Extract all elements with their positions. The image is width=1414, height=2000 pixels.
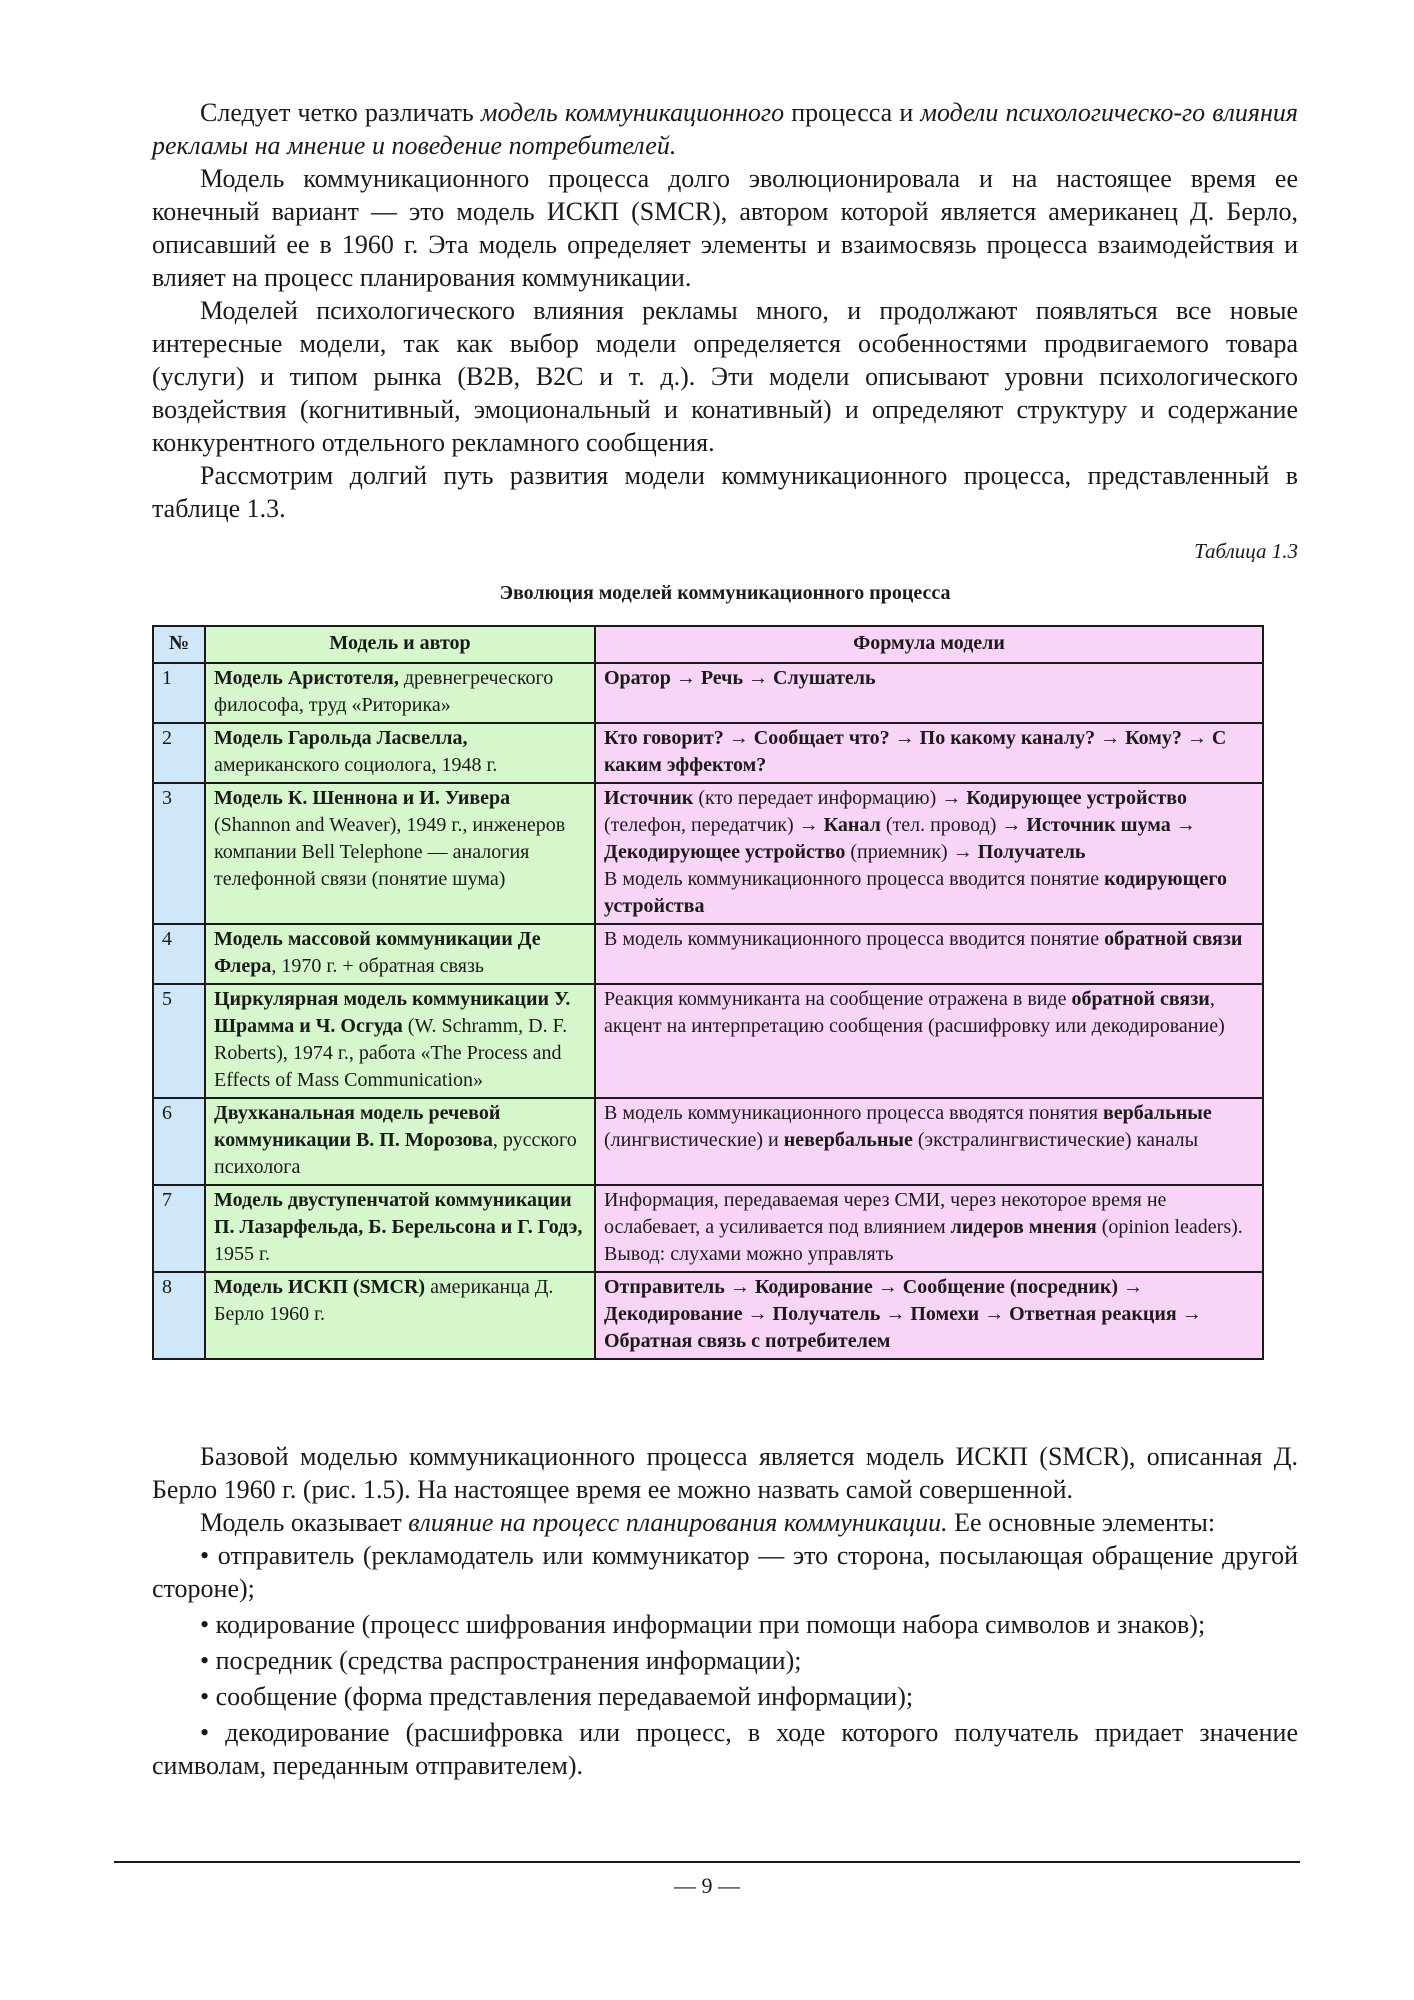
header-num: № (153, 626, 205, 663)
row-number: 5 (153, 984, 205, 1098)
bullet-item: • сообщение (форма представления передаваемой информации); (200, 1682, 914, 1711)
paragraph-4: Рассмотрим долгий путь развития модели коммуникационного процесса, представленный в таблице 1.3. (152, 461, 1298, 523)
table-row (153, 783, 1263, 924)
paragraph-1: Следует четко различать модель коммуникационного процесса и модели психологическо-го влияния рекламы на мнение и поведение потребителей. (152, 98, 1298, 160)
paragraph-2: Модель коммуникационного процесса долго эволюционировала и на настоящее время ее конечный вариант — это модель ИСКП (SMCR), автором которой является американец Д. Берло, описавший ее в 1960 г. Эта модель определяет элементы и взаимосвязь процесса взаимодействия и влияет на процесс планирования коммуникации. (152, 164, 1298, 292)
table-row (153, 1185, 1263, 1272)
row-number: 4 (153, 924, 205, 984)
table-row (153, 924, 1263, 984)
row-model: Модель Аристотеля, древнегреческого философа, труд «Риторика» (205, 663, 595, 723)
evolution-table (152, 625, 1264, 1360)
page-number: — 9 — (674, 1873, 740, 1898)
intro-section (152, 96, 1298, 605)
header-model: Модель и автор (205, 626, 595, 663)
paragraph-3: Моделей психологического влияния рекламы много, и продолжают появляться все новые интересные модели, так как выбор модели определяется особенностями продвигаемого товара (услуги) и типом рынка (B2B, B2C и т. д.). Эти модели описывают уровни психологического воздействия (когнитивный, эмоциональный и конативный) и определяют структуру и содержание конкурентного отдельного рекламного сообщения. (152, 296, 1298, 457)
row-model: Модель Гарольда Ласвелла, американского социолога, 1948 г. (205, 723, 595, 783)
table-row (153, 723, 1263, 783)
row-formula: В модель коммуникационного процесса вводятся понятия вербальные (лингвистические) и невербальные (экстралингвистические) каналы (595, 1098, 1263, 1185)
row-model: Модель К. Шеннона и И. Уивера (Shannon and Weaver), 1949 г., инженеров компании Bell Telephone — аналогия телефонной связи (понятие шума) (205, 783, 595, 924)
row-model: Двухканальная модель речевой коммуникации В. П. Морозова, русского психолога (205, 1098, 595, 1185)
paragraph-6: Модель оказывает влияние на процесс планирования коммуникации. Ее основные элементы: (200, 1508, 1216, 1537)
row-number: 1 (153, 663, 205, 723)
row-model: Модель массовой коммуникации Де Флера, 1970 г. + обратная связь (205, 924, 595, 984)
header-formula: Формула модели (595, 626, 1263, 663)
row-formula: Отправитель → Кодирование → Сообщение (посредник) → Декодирование → Получатель → Помехи → Ответная реакция → Обратная связь с потребителем (595, 1272, 1263, 1359)
row-formula: Оратор → Речь → Слушатель (595, 663, 1263, 723)
row-model: Модель ИСКП (SMCR) американца Д. Берло 1960 г. (205, 1272, 595, 1359)
row-model: Модель двуступенчатой коммуникации П. Лазарфельда, Б. Берельсона и Г. Годэ, 1955 г. (205, 1185, 595, 1272)
row-number: 6 (153, 1098, 205, 1185)
table-row (153, 984, 1263, 1098)
paragraph-5: Базовой моделью коммуникационного процесса является модель ИСКП (SMCR), описанная Д. Берло 1960 г. (рис. 1.5). На настоящее время ее можно назвать самой совершенной. (152, 1442, 1298, 1504)
bullet-item: • посредник (средства распространения информации); (200, 1646, 802, 1675)
table-label: Таблица 1.3 (1194, 539, 1298, 563)
footer-divider (114, 1861, 1300, 1863)
row-formula: В модель коммуникационного процесса вводится понятие обратной связи (595, 924, 1263, 984)
row-number: 2 (153, 723, 205, 783)
bullet-item: • декодирование (расшифровка или процесс, в ходе которого получатель придает значение символам, переданным отправителем). (152, 1718, 1298, 1780)
row-formula: Реакция коммуниканта на сообщение отражена в виде обратной связи, акцент на интерпретацию сообщения (расшифровку или декодирование) (595, 984, 1263, 1098)
table-title: Эволюция моделей коммуникационного процесса (499, 582, 951, 604)
row-formula: Информация, передаваемая через СМИ, через некоторое время не ослабевает, а усиливается под влиянием лидеров мнения (opinion leaders). Вывод: слухами можно управлять (595, 1185, 1263, 1272)
row-number: 7 (153, 1185, 205, 1272)
bullet-item: • отправитель (рекламодатель или коммуникатор — это сторона, посылающая обращение другой стороне); (152, 1541, 1298, 1603)
table-row (153, 1098, 1263, 1185)
bullet-item: • кодирование (процесс шифрования информации при помощи набора символов и знаков); (200, 1610, 1206, 1639)
row-number: 3 (153, 783, 205, 924)
table-header-row (153, 626, 1263, 663)
after-table-section (152, 1440, 1298, 1785)
table-row (153, 663, 1263, 723)
row-formula: Кто говорит? → Сообщает что? → По какому каналу? → Кому? → С каким эффектом? (595, 723, 1263, 783)
table-row (153, 1272, 1263, 1359)
row-model: Циркулярная модель коммуникации У. Шрамма и Ч. Осгуда (W. Schramm, D. F. Roberts), 1974 г., работа «The Process and Effects of Mass Communication» (205, 984, 595, 1098)
row-formula: Источник (кто передает информацию) → Кодирующее устройство (телефон, передатчик) → Канал (тел. провод) → Источник шума → Декодирующее устройство (приемник) → Получатель В модель коммуникационного процесса вводится понятие кодирующего устройства (595, 783, 1263, 924)
row-number: 8 (153, 1272, 205, 1359)
